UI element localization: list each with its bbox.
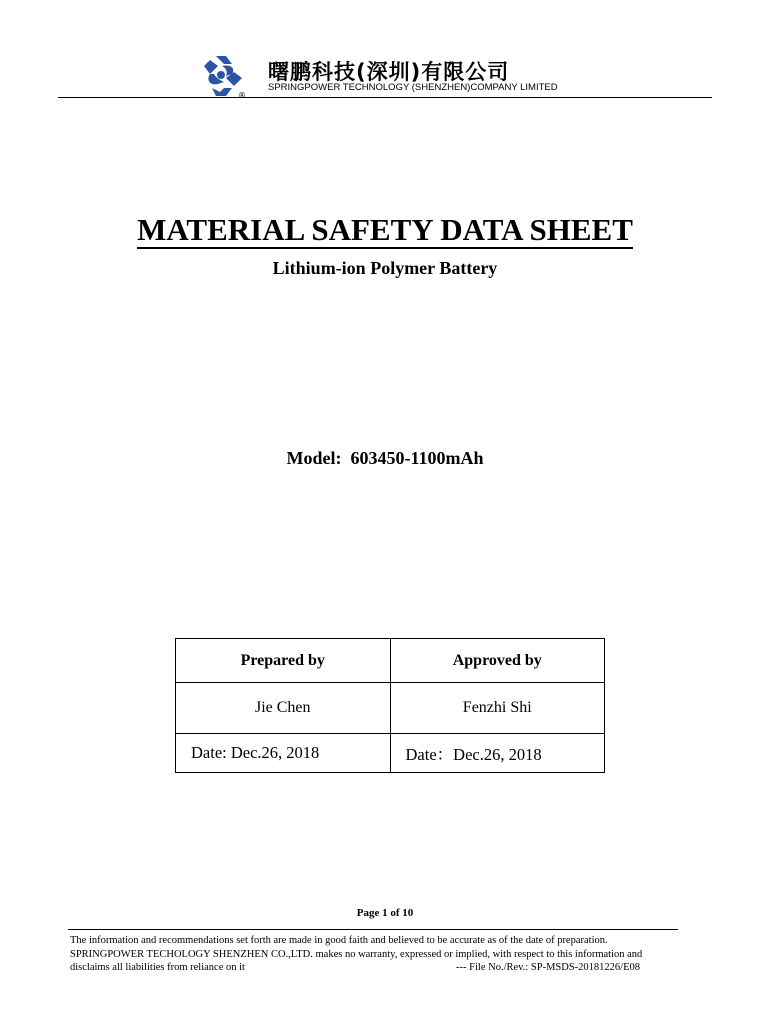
prepared-date: Date: Dec.26, 2018 (176, 734, 391, 773)
preparer-name: Jie Chen (176, 683, 391, 734)
registered-mark: ® (238, 91, 246, 100)
disclaimer-line: SPRINGPOWER TECHOLOGY SHENZHEN CO.,LTD. makes no warranty, expressed or implied, with respect to this information and (70, 948, 643, 960)
disclaimer (70, 934, 710, 975)
springpower-logo-icon (196, 52, 248, 100)
table-row (176, 639, 605, 683)
disclaimer-last-line (70, 961, 710, 975)
page-number: Page 1 of 10 (356, 907, 414, 919)
table-row (176, 683, 605, 734)
footer-divider (68, 929, 678, 930)
table-row (176, 734, 605, 773)
company-name-en: SPRINGPOWER TECHNOLOGY (SHENZHEN)COMPANY LIMITED (268, 82, 558, 93)
approver-name: Fenzhi Shi (390, 683, 605, 734)
disclaimer-line: The information and recommendations set forth are made in good faith and believed to be accurate as of the date of preparation. (70, 935, 608, 946)
document-subtitle: Lithium-ion Polymer Battery (272, 258, 498, 278)
approved-by-header: Approved by (390, 639, 605, 683)
prepared-by-header: Prepared by (176, 639, 391, 683)
header-divider (58, 97, 712, 98)
approved-date: Date：Dec.26, 2018 (390, 734, 605, 773)
model-number: Model: 603450-1100mAh (286, 448, 484, 468)
file-number: --- File No./Rev.: SP-MSDS-20181226/E08 (456, 962, 640, 973)
company-name-cn: 曙鹏科技(深圳)有限公司 (268, 60, 510, 84)
signature-table (175, 638, 605, 773)
document-title: MATERIAL SAFETY DATA SHEET (137, 212, 633, 247)
page-header (0, 0, 770, 100)
disclaimer-line: disclaims all liabilities from reliance on it (70, 962, 245, 973)
